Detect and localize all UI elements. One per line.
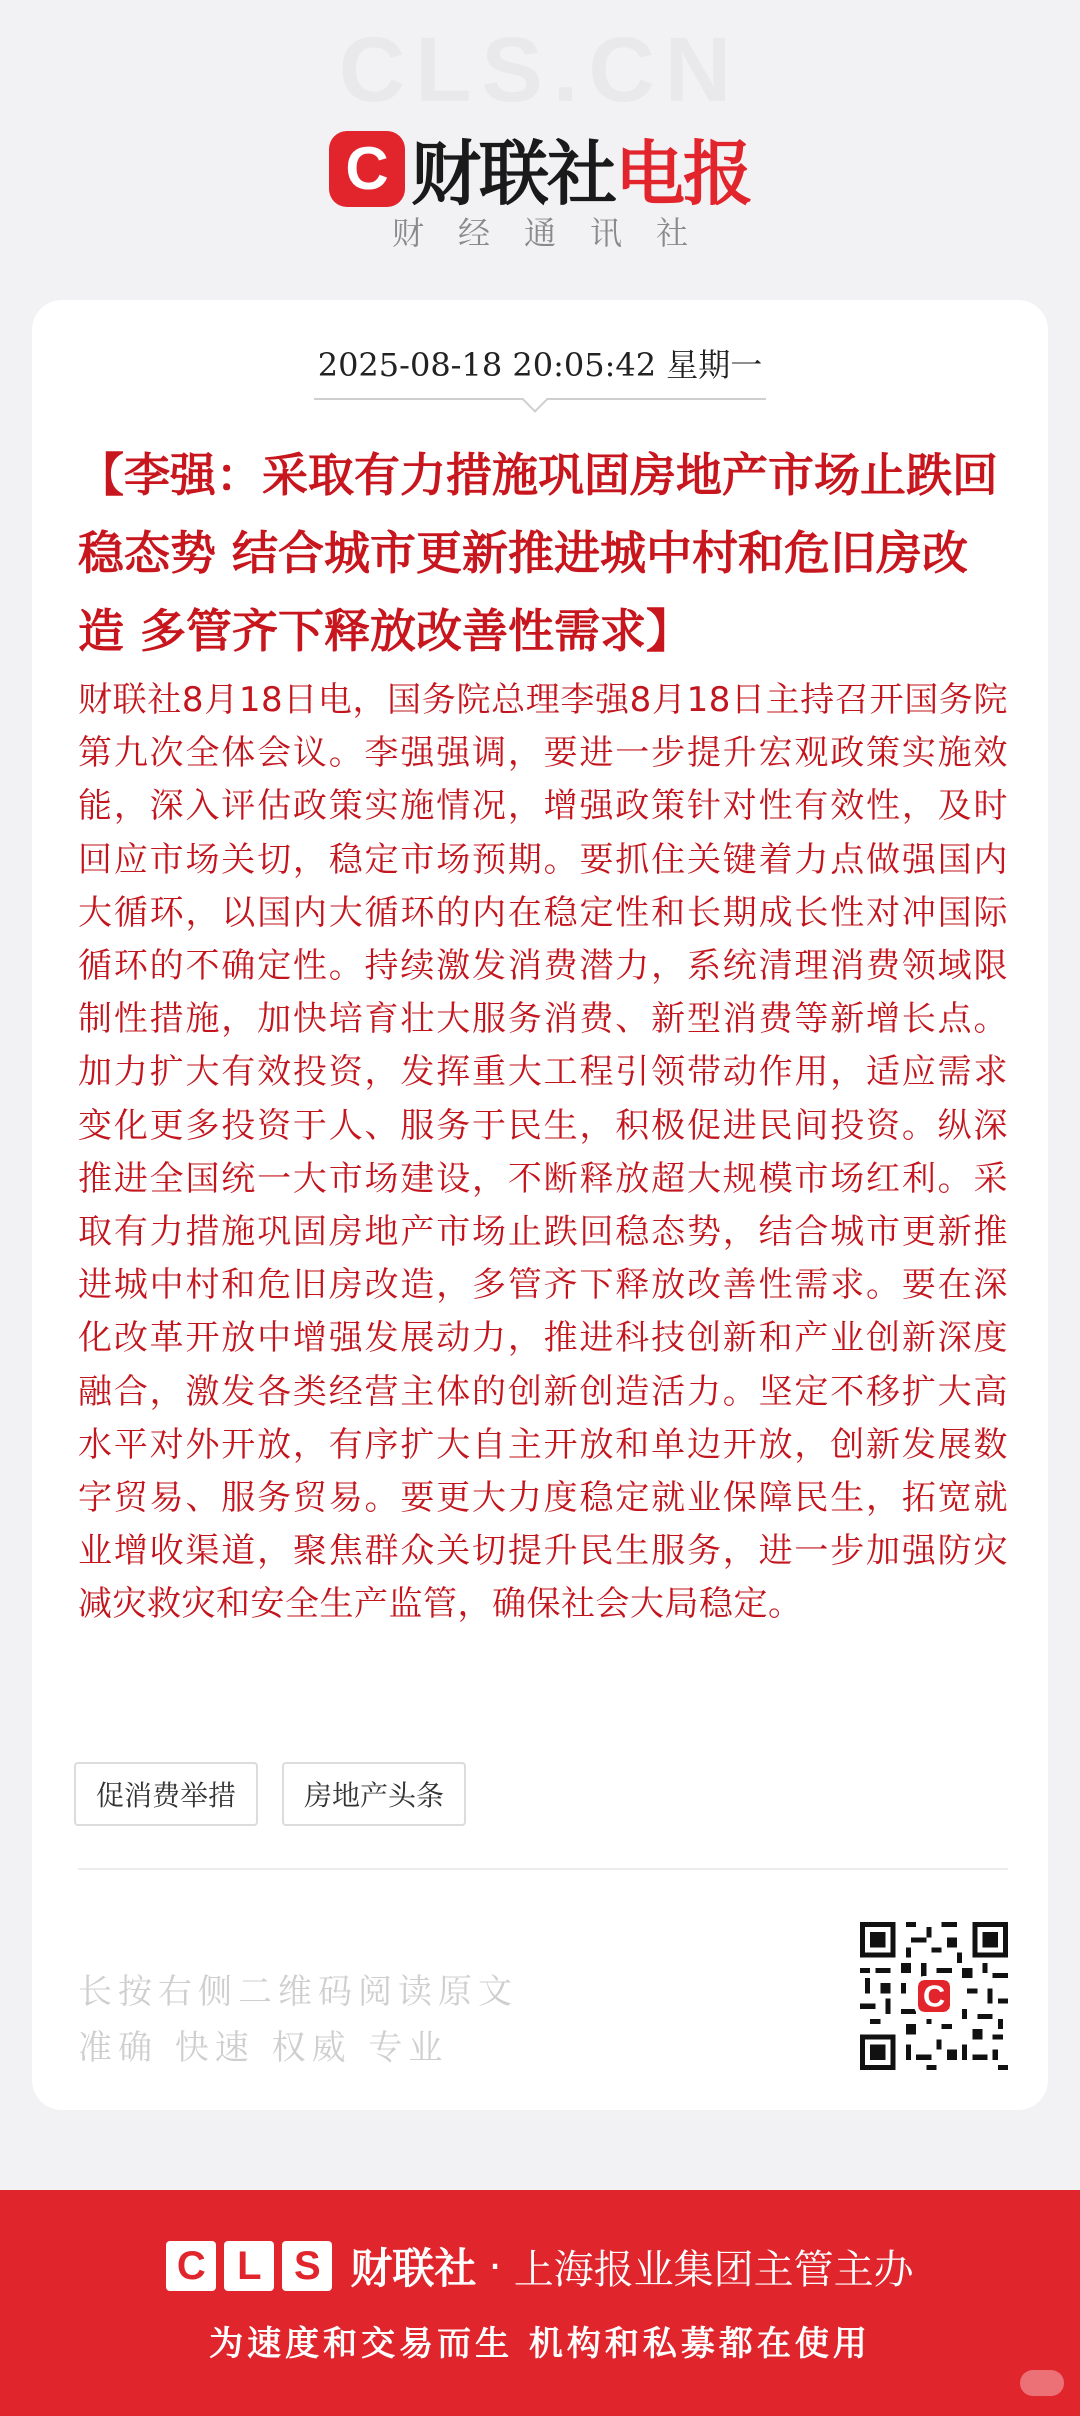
footer-banner	[0, 2190, 1080, 2416]
tag-consumption[interactable]: 促消费举措	[74, 1762, 258, 1826]
qr-center-mark: C	[922, 1979, 946, 2014]
logo-c-icon: C	[329, 131, 405, 207]
header-subtitle: 财经通讯社	[391, 214, 722, 252]
logo-text-red: 电报	[615, 133, 751, 215]
header-watermark: CLS.CN	[338, 19, 742, 121]
article-headline: 【李强：采取有力措施巩固房地产市场止跌回稳态势 结合城市更新推进城中村和危旧房改造 多管齐下释放改善性需求】	[78, 448, 998, 658]
article-datetime: 2025-08-18 20:05:42 星期一	[317, 346, 763, 384]
qr-tagline: 准确 快速 权威 专业	[78, 2028, 449, 2068]
footer-brand-name: 财联社	[350, 2244, 477, 2293]
footer-brand-row	[0, 2236, 1080, 2296]
cls-letter-l: L	[224, 2241, 274, 2291]
footer-organization: 上海报业集团主管主办	[513, 2246, 914, 2293]
article-body: 财联社8月18日电，国务院总理李强8月18日主持召开国务院第九次全体会议。李强强调，要进一步提升宏观政策实施效能，深入评估政策实施情况，增强政策针对性有效性，及时回应市场关切，稳定市场预期。要抓住关键着力点做强国内大循环，以国内大循环的内在稳定性和长期成长性对冲国际循环的不确定性。持续激发消费潜力，系统清理消费领域限制性措施，加快培育壮大服务消费、新型消费等新增长点。加力扩大有效投资，发挥重大工程引领带动作用，适应需求变化更多投资于人、服务于民生，积极促进民间投资。纵深推进全国统一大市场建设，不断释放超大规模市场红利。采取有力措施巩固房地产市场止跌回稳态势，结合城市更新推进城中村和危旧房改造，多管齐下释放改善性需求。要在深化改革开放中增强发展动力，推进科技创新和产业创新深度融合，激发各类经营主体的创新创造活力。坚定不移扩大高水平对外开放，有序扩大自主开放和单边开放，创新发展数字贸易、服务贸易。要更大力度稳定就业保障民生，拓宽就业增收渠道，聚焦群众关切提升民生服务，进一步加强防灾减灾救灾和安全生产监管，确保社会大局稳定。	[78, 680, 1008, 1625]
tag-real-estate[interactable]: 房地产头条	[282, 1762, 466, 1826]
brand-logo	[0, 118, 1080, 219]
section-divider	[78, 1868, 1008, 1870]
logo-text-black: 财联社	[411, 133, 615, 215]
cls-letter-c: C	[166, 2241, 216, 2291]
footer-separator: ·	[488, 2241, 502, 2291]
corner-badge	[1020, 2370, 1064, 2396]
footer-slogan: 为速度和交易而生 机构和私募都在使用	[209, 2324, 871, 2364]
tag-list	[74, 1762, 466, 1826]
qr-instruction: 长按右侧二维码阅读原文	[78, 1972, 518, 2012]
qr-code-icon[interactable]	[860, 1922, 1008, 2070]
cls-letter-s: S	[282, 2241, 332, 2291]
